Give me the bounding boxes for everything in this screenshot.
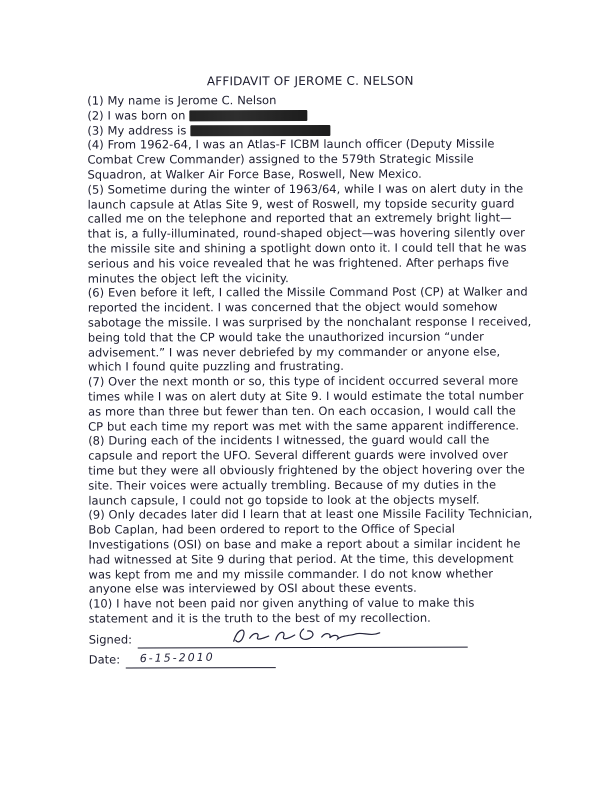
redaction-bar-birth-date	[189, 110, 307, 121]
affidavit-paragraph-7	[88, 374, 534, 434]
signed-label: Signed:	[88, 632, 133, 647]
affidavit-paragraph-3	[87, 122, 533, 138]
affidavit-paragraph-5	[88, 181, 534, 286]
signed-line	[138, 630, 468, 648]
paragraph-text: (3) My address is	[87, 122, 191, 138]
affidavit-paragraph-4	[87, 137, 533, 183]
affidavit-paragraph-6	[88, 285, 534, 375]
affidavit-paragraph-8	[88, 433, 534, 508]
affidavit-document	[87, 73, 535, 668]
affidavit-paragraph-1	[87, 92, 533, 108]
date-value-handwritten: 6-15-2010	[139, 650, 216, 665]
date-line	[126, 651, 276, 668]
paragraph-text: (1) My name is Jerome C. Nelson	[87, 93, 277, 108]
paragraph-text: (5) Sometime during the winter of 1963/64, while I was on alert duty in the launch capsule at Atlas Site 9, west of Roswell, my topside security guard called me on the telephone and reported that an extremely bright light—that is, a fully-illuminated, round-shaped object—was hovering silently over the missile site and shining a spotlight down onto it. I could tell that he was serious and his voice revealed that he was frightened. After perhaps five minutes the object left the vicinity.	[87, 181, 527, 286]
signed-row	[89, 627, 535, 648]
affidavit-paragraph-9	[88, 507, 534, 597]
paragraph-text: (2) I was born on	[87, 108, 190, 123]
redaction-bar-address	[190, 125, 330, 136]
document-title: AFFIDAVIT OF JEROME C. NELSON	[206, 73, 414, 89]
date-row	[89, 647, 535, 668]
date-label: Date:	[88, 652, 121, 667]
paragraph-text: (7) Over the next month or so, this type of incident occurred several more times while I was on alert duty at Site 9. I would estimate the total number as more than three but fewer than ten. On each occasion, I would call the CP but each time my report was met with the same apparent indifference.	[88, 373, 524, 434]
paragraph-text: (4) From 1962-64, I was an Atlas-F ICBM launch officer (Deputy Missile Combat Crew Commander) assigned to the 579th Strategic Missile Squadron, at Walker Air Force Base, Roswell, New Mexico.	[87, 136, 495, 182]
signature-block	[89, 627, 535, 668]
paragraph-text: (8) During each of the incidents I witnessed, the guard would call the capsule and report the UFO. Several different guards were involved over time but they were all obviously frightened by the object hovering over the site. Their voices were actually trembling. Because of my duties in the launch capsule, I could not go topside to look at the objects myself.	[88, 432, 525, 508]
paragraph-text: (9) Only decades later did I learn that at least one Missile Facility Technician, Bob Caplan, had been ordered to report to the Office of Special Investigations (OSI) on base and make a report about a similar incident he had witnessed at Site 9 during that period. At the time, this development was kept from me and my missile commander. I do not know whether anyone else was interviewed by OSI about these events.	[88, 506, 533, 596]
affidavit-paragraph-10	[89, 596, 535, 627]
paragraph-text: (10) I have not been paid nor given anything of value to make this statement and it is the truth to the best of my recollection.	[88, 595, 475, 626]
paragraph-text: (6) Even before it left, I called the Missile Command Post (CP) at Walker and reported the incident. I was concerned that the object would somehow sabotage the missile. I was surprised by the nonchalant response I received, being told that the CP would take the unauthorized incursion “under advisement.” I was never debriefed by my commander or anyone else, which I found quite puzzling and frustrating.	[87, 284, 532, 374]
signature-handwriting	[228, 624, 398, 646]
affidavit-paragraph-2	[87, 107, 533, 123]
